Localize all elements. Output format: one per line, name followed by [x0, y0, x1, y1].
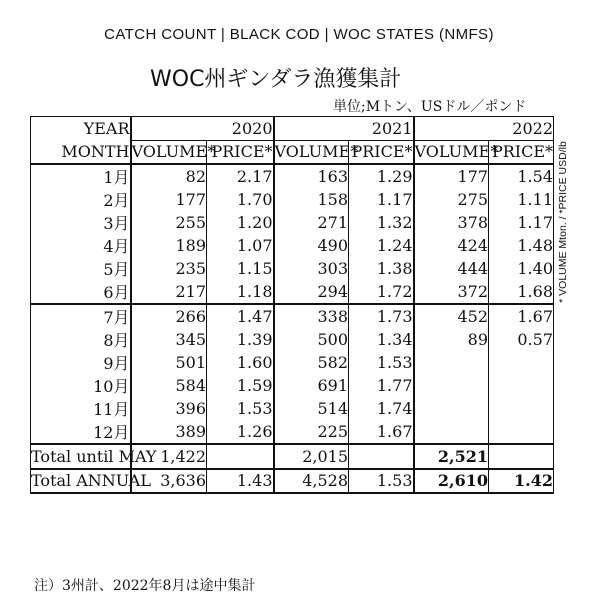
month-row-label: MONTH [31, 140, 131, 164]
month-cell: 8月 [31, 328, 131, 351]
page-header: CATCH COUNT | BLACK COD | WOC STATES (NMFS) [104, 26, 494, 43]
year-row-label: YEAR [31, 117, 131, 141]
volume-2022-cell [414, 351, 489, 374]
volume-2020-cell: 235 [131, 257, 207, 280]
year-2022-header: 2022 [414, 117, 554, 141]
total-may-volume-2021: 2,015 [274, 444, 349, 469]
price-2020-cell: 1.53 [207, 397, 274, 420]
volume-2021-cell: 163 [274, 164, 349, 188]
table-row [31, 234, 554, 257]
total-annual-volume-2020: 3,636 [131, 469, 207, 494]
volume-2022-cell: 275 [414, 188, 489, 211]
total-annual-label: Total ANNUAL [31, 469, 131, 494]
price-2022-cell [489, 397, 554, 420]
month-cell: 3月 [31, 211, 131, 234]
volume-2020-cell: 189 [131, 234, 207, 257]
volume-2020-cell: 177 [131, 188, 207, 211]
month-cell: 12月 [31, 420, 131, 444]
month-cell: 5月 [31, 257, 131, 280]
price-2020-cell: 1.26 [207, 420, 274, 444]
year-2020-header: 2020 [131, 117, 274, 141]
table-row [31, 351, 554, 374]
price-2022-cell: 1.17 [489, 211, 554, 234]
price-2021-cell: 1.32 [349, 211, 414, 234]
price-2020-cell: 1.60 [207, 351, 274, 374]
volume-2022-cell: 378 [414, 211, 489, 234]
price-2021-cell: 1.29 [349, 164, 414, 188]
volume-2021-cell: 691 [274, 374, 349, 397]
volume-2021-cell: 514 [274, 397, 349, 420]
volume-2021-cell: 271 [274, 211, 349, 234]
total-may-price-2021 [349, 444, 414, 469]
price-2021-cell: 1.74 [349, 397, 414, 420]
price-2020-cell: 1.18 [207, 280, 274, 304]
volume-2020-cell: 396 [131, 397, 207, 420]
price-2022-cell: 1.11 [489, 188, 554, 211]
table-title: WOC州ギンダラ漁獲集計 [150, 67, 402, 92]
side-note: * VOLUME Mton. / *PRICE USD/lb [557, 141, 569, 303]
total-may-label: Total until MAY [31, 444, 131, 469]
price-2022-cell: 1.68 [489, 280, 554, 304]
month-cell: 2月 [31, 188, 131, 211]
volume-2021-cell: 490 [274, 234, 349, 257]
volume-2022-cell: 424 [414, 234, 489, 257]
volume-2021-cell: 582 [274, 351, 349, 374]
volume-2021-cell: 303 [274, 257, 349, 280]
volume-2022-cell: 452 [414, 304, 489, 328]
price-2022-cell: 1.40 [489, 257, 554, 280]
total-may-price-2022 [489, 444, 554, 469]
volume-2020-cell: 389 [131, 420, 207, 444]
table-row [31, 304, 554, 328]
total-annual-price-2021: 1.53 [349, 469, 414, 494]
unit-label: 単位;Mトン、USドル／ポンド [333, 99, 527, 115]
footnote: 注）3州計、2022年8月は途中集計 [34, 578, 256, 594]
price-2020-cell: 1.15 [207, 257, 274, 280]
table-row [31, 328, 554, 351]
month-cell: 7月 [31, 304, 131, 328]
volume-2020-cell: 584 [131, 374, 207, 397]
price-2020-cell: 1.20 [207, 211, 274, 234]
total-annual-volume-2021: 4,528 [274, 469, 349, 494]
price-2022-cell [489, 374, 554, 397]
table-row [31, 397, 554, 420]
price-2020-cell: 1.70 [207, 188, 274, 211]
volume-2022-cell [414, 420, 489, 444]
table-row [31, 211, 554, 234]
table-row [31, 280, 554, 304]
catch-table [30, 116, 554, 494]
volume-2021-cell: 294 [274, 280, 349, 304]
price-2021-cell: 1.17 [349, 188, 414, 211]
price-2021-cell: 1.34 [349, 328, 414, 351]
month-cell: 10月 [31, 374, 131, 397]
volume-2021-cell: 500 [274, 328, 349, 351]
volume-2021-cell: 338 [274, 304, 349, 328]
price-2021-cell: 1.72 [349, 280, 414, 304]
price-2020-cell: 1.47 [207, 304, 274, 328]
volume-2021-cell: 225 [274, 420, 349, 444]
volume-2022-cell [414, 397, 489, 420]
volume-2020-cell: 82 [131, 164, 207, 188]
price-2020-cell: 1.07 [207, 234, 274, 257]
month-cell: 11月 [31, 397, 131, 420]
volume-header: VOLUME* [274, 140, 349, 164]
price-2021-cell: 1.73 [349, 304, 414, 328]
price-2021-cell: 1.67 [349, 420, 414, 444]
total-annual-price-2022: 1.42 [489, 469, 554, 494]
price-2022-cell [489, 351, 554, 374]
table-row [31, 374, 554, 397]
volume-2020-cell: 501 [131, 351, 207, 374]
price-2021-cell: 1.24 [349, 234, 414, 257]
price-2022-cell: 1.48 [489, 234, 554, 257]
volume-2020-cell: 217 [131, 280, 207, 304]
total-annual-price-2020: 1.43 [207, 469, 274, 494]
month-cell: 6月 [31, 280, 131, 304]
price-header: PRICE* [349, 140, 414, 164]
total-may-volume-2022: 2,521 [414, 444, 489, 469]
price-2022-cell [489, 420, 554, 444]
price-header: PRICE* [207, 140, 274, 164]
total-may-price-2020 [207, 444, 274, 469]
volume-2022-cell: 177 [414, 164, 489, 188]
price-2021-cell: 1.53 [349, 351, 414, 374]
price-2021-cell: 1.38 [349, 257, 414, 280]
volume-2021-cell: 158 [274, 188, 349, 211]
price-2020-cell: 2.17 [207, 164, 274, 188]
month-cell: 1月 [31, 164, 131, 188]
volume-header: VOLUME* [414, 140, 489, 164]
volume-2022-cell [414, 374, 489, 397]
year-2021-header: 2021 [274, 117, 414, 141]
month-cell: 4月 [31, 234, 131, 257]
table-row [31, 257, 554, 280]
total-may-volume-2020: 1,422 [131, 444, 207, 469]
volume-2020-cell: 345 [131, 328, 207, 351]
volume-header: VOLUME* [131, 140, 207, 164]
table-row [31, 164, 554, 188]
volume-2022-cell: 372 [414, 280, 489, 304]
table-row [31, 420, 554, 444]
month-rows [31, 164, 554, 444]
price-2020-cell: 1.39 [207, 328, 274, 351]
total-annual-volume-2022: 2,610 [414, 469, 489, 494]
month-cell: 9月 [31, 351, 131, 374]
price-2020-cell: 1.59 [207, 374, 274, 397]
volume-2020-cell: 266 [131, 304, 207, 328]
price-2022-cell: 0.57 [489, 328, 554, 351]
price-2022-cell: 1.67 [489, 304, 554, 328]
volume-2022-cell: 444 [414, 257, 489, 280]
volume-2022-cell: 89 [414, 328, 489, 351]
volume-2020-cell: 255 [131, 211, 207, 234]
table-row [31, 188, 554, 211]
price-2021-cell: 1.77 [349, 374, 414, 397]
price-2022-cell: 1.54 [489, 164, 554, 188]
price-header: PRICE* [489, 140, 554, 164]
